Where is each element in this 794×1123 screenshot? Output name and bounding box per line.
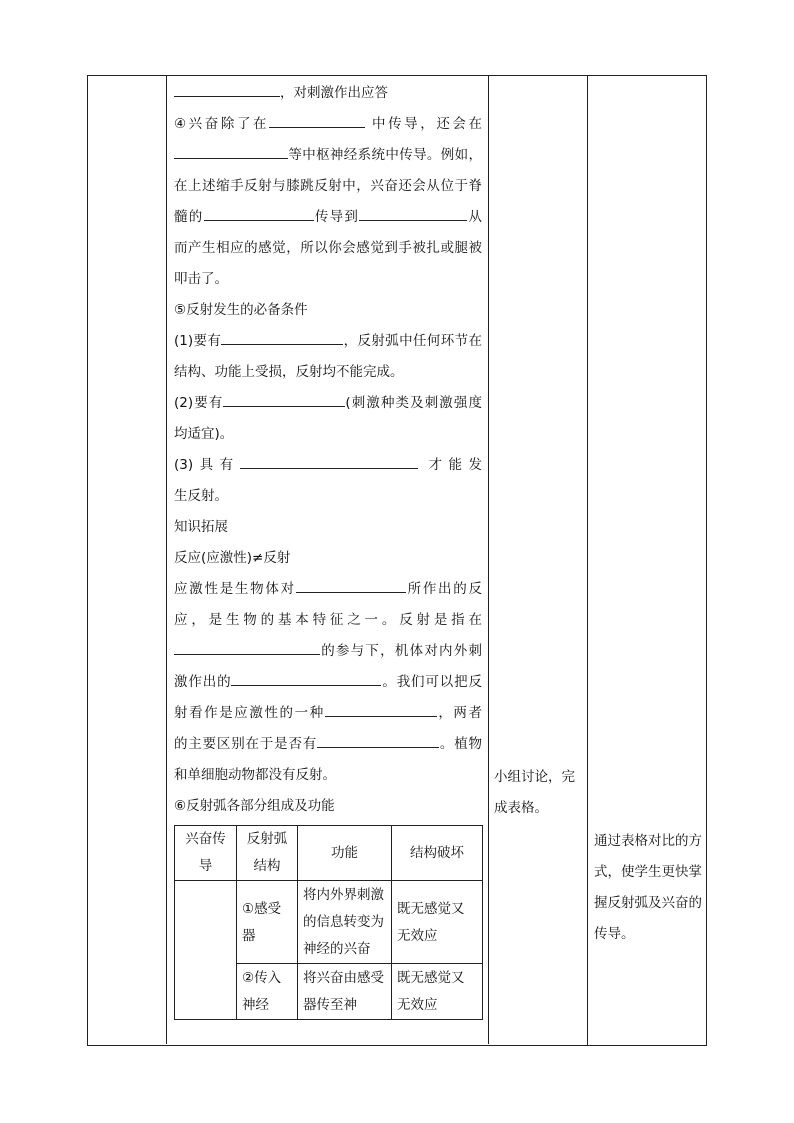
column-divider	[587, 75, 588, 1046]
text-line	[174, 729, 482, 760]
text: 结构、功能上受损，反射均不能完成。	[174, 364, 404, 380]
text: 而产生相应的感觉，所以你会感觉到手被扎或腿被	[174, 240, 482, 256]
text-line	[174, 698, 482, 729]
table-cell: ②传入神经	[237, 964, 298, 1020]
section-title: ⑥反射弧各部分组成及功能	[174, 798, 335, 814]
blank	[223, 391, 345, 407]
table-cell	[175, 881, 237, 1020]
text-line	[174, 605, 482, 636]
text: 的参与下，机体对内外刺	[320, 643, 482, 659]
table-cell: 既无感觉又无效应	[392, 881, 483, 964]
text: 才能发	[428, 457, 483, 473]
blank	[231, 670, 381, 686]
table-row	[175, 881, 483, 964]
text: 在上述缩手反射与膝跳反射中，兴奋还会从位于脊	[174, 178, 482, 194]
text-line	[174, 481, 482, 512]
text: 传导到	[313, 209, 360, 225]
text-line	[174, 574, 482, 605]
text-line	[174, 667, 482, 698]
text: ，两者	[436, 705, 483, 721]
text: (刺激种类及刺激强度	[345, 395, 482, 411]
text-line	[174, 357, 482, 388]
text-line: 和单细胞动物都没有反射。	[174, 767, 336, 783]
table-cell: 既无感觉又无效应	[392, 964, 483, 1020]
table-bottom-border	[87, 1045, 707, 1046]
text-line	[174, 388, 482, 419]
text: (2)要有	[174, 395, 224, 411]
text: 中传导，还会在	[372, 116, 483, 132]
text-line: 反应(应激性)≠反射	[174, 550, 291, 566]
text: 均适宜)。	[174, 426, 234, 442]
blank	[240, 453, 418, 469]
text: 应激性是生物体对	[174, 581, 296, 597]
text: 。植物	[439, 736, 483, 752]
text: 从	[467, 209, 483, 225]
column-divider	[488, 75, 489, 1046]
blank	[269, 112, 365, 128]
text: (3)具有	[174, 457, 240, 473]
blank	[296, 577, 406, 593]
text-line	[174, 264, 482, 295]
text-line	[174, 419, 482, 450]
table-header: 兴奋传导	[175, 826, 237, 881]
text: ，反射弧中任何环节在	[343, 333, 482, 349]
column-divider	[166, 75, 167, 1046]
text-line	[174, 202, 482, 233]
blank	[325, 701, 437, 717]
text: 所作出的反	[405, 581, 483, 597]
text: ，对刺激作出应答	[280, 85, 388, 101]
text-line	[174, 450, 482, 481]
blank	[317, 732, 439, 748]
section-title: ⑤反射发生的必备条件	[174, 302, 308, 318]
teaching-content-column	[174, 78, 482, 822]
blank	[359, 205, 467, 221]
text: ④兴奋除了在	[174, 116, 270, 132]
design-intent-column: 通过表格对比的方式，使学生更快掌握反射弧及兴奋的传导。	[594, 833, 702, 942]
text-line	[174, 326, 482, 357]
text: (1)要有	[174, 333, 222, 349]
text: 等中枢神经系统中传导。例如，	[288, 147, 482, 163]
section-title: 知识拓展	[174, 519, 228, 535]
blank	[174, 639, 320, 655]
blank	[204, 205, 314, 221]
table-cell: 将内外界刺激的信息转变为神经的兴奋	[298, 881, 392, 964]
text: 的主要区别在于是否有	[174, 736, 318, 752]
table-header: 反射弧结构	[237, 826, 298, 881]
table-header: 结构破坏	[392, 826, 483, 881]
text: 应，是生物的基本特征之一。反射是指在	[174, 612, 482, 628]
table-cell: ①感受器	[237, 881, 298, 964]
text: 生反射。	[174, 488, 228, 504]
text-line	[174, 171, 482, 202]
text-line	[174, 109, 482, 140]
table-cell: 将兴奋由感受器传至神	[298, 964, 392, 1020]
text-line	[174, 233, 482, 264]
blank	[221, 329, 343, 345]
text: 叩击了。	[174, 271, 228, 287]
text-line	[174, 636, 482, 667]
reflex-arc-table	[174, 825, 483, 1020]
table-header: 功能	[298, 826, 392, 881]
text-line	[174, 140, 482, 171]
text: 激作出的	[174, 674, 232, 690]
text: 。我们可以把反	[381, 674, 483, 690]
text-line	[174, 78, 482, 109]
blank	[174, 143, 288, 159]
blank	[174, 81, 280, 97]
table-header-row	[175, 826, 483, 881]
student-activity-column: 小组讨论，完成表格。	[494, 769, 575, 816]
text: 髓的	[174, 209, 204, 225]
text: 射看作是应激性的一种	[174, 705, 325, 721]
page-bottom-mask	[166, 1044, 496, 1104]
